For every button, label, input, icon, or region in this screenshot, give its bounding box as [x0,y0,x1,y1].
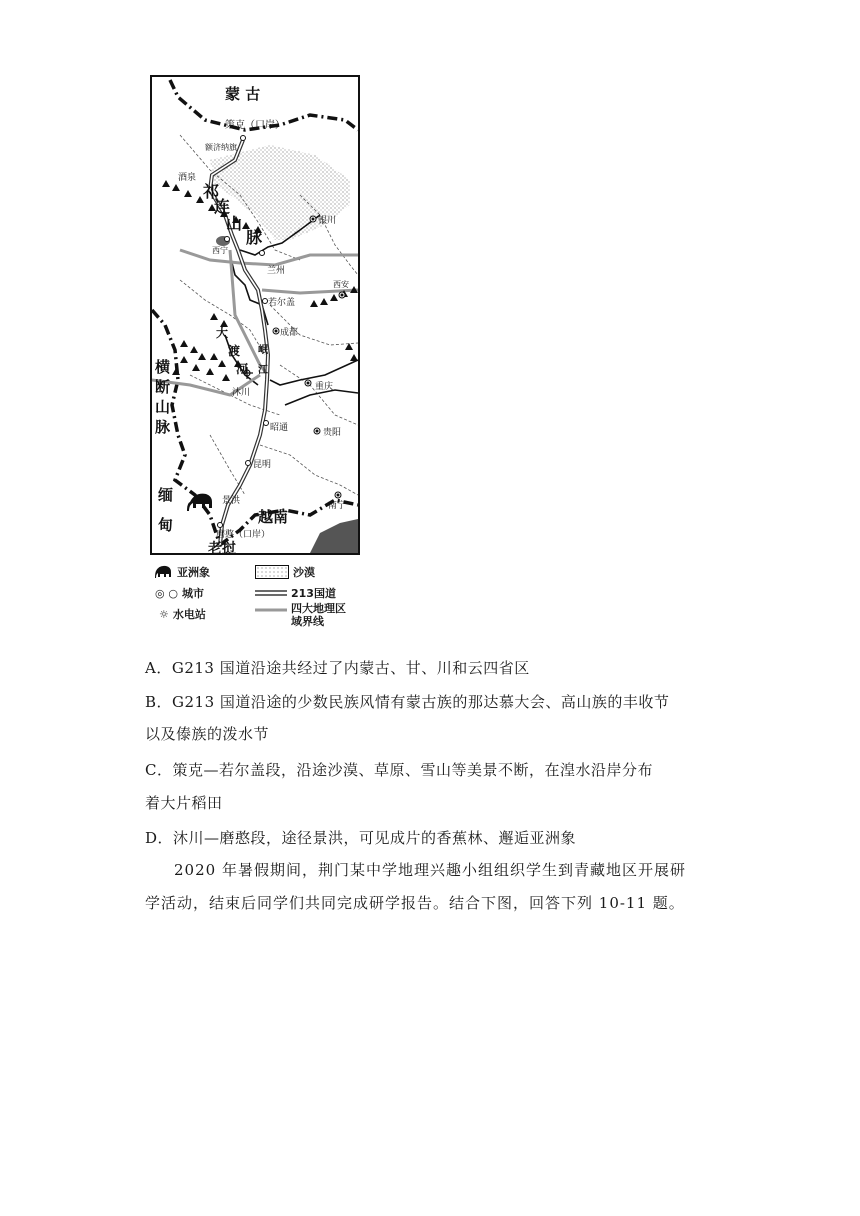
label-ruoergai: 若尔盖 [268,298,296,308]
boundary-icon [255,606,287,616]
label-dadu-1: 大 [216,326,229,340]
option-b-line2: 以及傣族的泼水节 [145,725,270,743]
legend-city [155,585,204,601]
legend-hydro [159,606,206,622]
label-jiuquan: 酒泉 [178,173,197,183]
option-b-line1: B．G213 国道沿途的少数民族风情有蒙古族的那达慕大会、高山族的丰收节 [145,693,670,711]
legend-elephant-label: 亚洲象 [177,566,210,579]
label-qilian-4: 脉 [246,228,263,247]
option-c-line2: 着大片稻田 [145,794,223,812]
legend-road-label: 213国道 [291,587,336,600]
legend-city-label: 城市 [182,587,205,600]
legend-elephant [155,564,210,580]
legend-desert [255,564,315,580]
label-mohan: 磨憨（口岸） [216,530,271,540]
label-min: 岷 [258,345,268,356]
map-svg [150,75,362,555]
hydro-icon: ☼ [159,607,169,621]
legend-hydro-label: 水电站 [172,608,206,621]
label-lanzhou: 兰州 [267,266,286,276]
label-xining: 西宁 [212,246,228,255]
label-zhaotong: 昭通 [270,423,289,433]
city-icon: ◎ ○ [155,586,179,600]
legend-road [255,585,336,601]
label-qilian-2: 连 [214,197,231,216]
road-icon [255,589,287,597]
intro-line1: 2020 年暑假期间，荆门某中学地理兴趣小组组织学生到青藏地区开展研 [174,861,686,879]
label-hengduan-4: 脉 [155,418,171,436]
desert-swatch [255,565,289,579]
label-chongqing: 重庆 [315,382,334,392]
legend-desert-label: 沙漠 [293,566,315,579]
intro-line2: 学活动，结束后同学们共同完成研学报告。结合下图，回答下列 10-11 题。 [145,894,685,912]
legend-boundary-label: 四大地理区域界线 [291,602,346,628]
option-c-line1: C．策克—若尔盖段，沿途沙漠、草原、雪山等美景不断，在湟水沿岸分布 [145,761,653,779]
label-jiang: 江 [258,365,268,376]
label-jinghong: 景洪 [222,496,241,506]
label-hengduan-2: 断 [155,378,171,396]
label-dadu-3: 河 [236,362,249,376]
label-muchuan: 沐川 [232,388,251,398]
label-nanning: 南宁 [328,501,347,511]
label-ceke: 策克（口岸） [225,120,285,131]
label-mongolia: 蒙 古 [225,85,261,103]
label-qilian-1: 祁 [203,182,220,201]
legend-boundary [255,602,347,628]
option-d: D．沐川—磨憨段，途径景洪，可见成片的香蕉林、邂逅亚洲象 [145,829,577,847]
label-myanmar-2: 甸 [158,516,174,534]
label-hengduan-3: 山 [155,398,171,416]
label-hengduan-1: 横 [155,358,171,376]
label-chengdu: 成都 [280,328,299,338]
label-ejina: 额济纳旗 [205,143,237,152]
label-kunming: 昆明 [253,460,272,470]
label-dadu-2: 渡 [228,344,241,358]
label-guiyang: 贵阳 [323,428,342,438]
route-map [150,75,362,555]
label-myanmar-1: 缅 [158,486,174,504]
label-vietnam: 越南 [258,508,289,526]
label-xian: 西安 [333,280,349,289]
map-legend [155,562,395,637]
label-qilian-3: 山 [226,214,243,233]
option-a: A．G213 国道沿途共经过了内蒙古、甘、川和云四省区 [145,659,530,677]
elephant-icon [155,565,173,579]
map-frame [151,76,359,554]
label-laos: 老挝 [208,541,236,555]
label-yinchuan: 银川 [318,216,337,226]
